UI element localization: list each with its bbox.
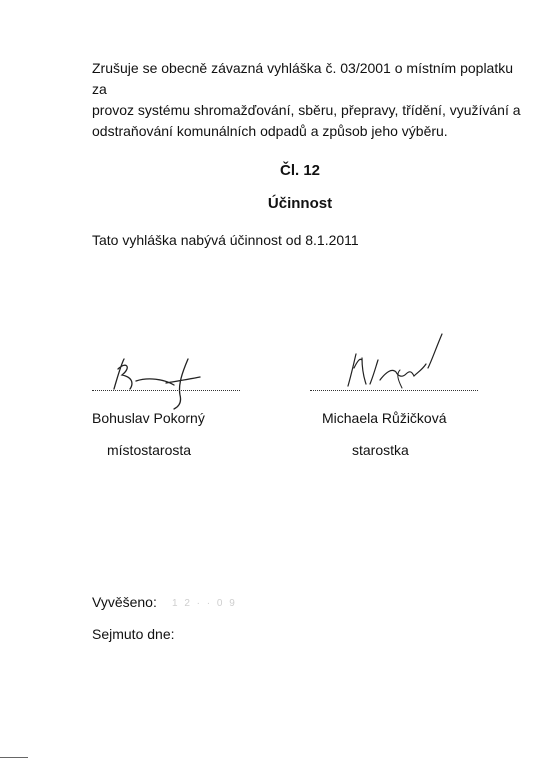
article-number: Čl. 12: [279, 162, 321, 179]
right-signatory-role: starostka: [352, 442, 409, 458]
posted-label: Vyvěšeno:: [92, 594, 157, 610]
right-signatory-name: Michaela Růžičková: [322, 410, 447, 426]
repeal-line-1: Zrušuje se obecně závazná vyhláška č. 03/2001 o místním poplatku za: [92, 60, 514, 97]
removed-label: Sejmuto dne:: [92, 626, 175, 642]
right-signature-handwriting: [340, 328, 460, 393]
repeal-line-3: odstraňování komunálních odpadů a způsob jeho výběru.: [92, 123, 448, 139]
left-signatory-name: Bohuslav Pokorný: [92, 410, 205, 426]
repeal-line-2: provoz systému shromažďování, sběru, přepravy, třídění, využívání a: [92, 102, 521, 118]
left-signatory-role: místostarosta: [107, 442, 192, 458]
page-edge-mark: [0, 757, 28, 758]
svg-text:1 2 · · 0 9: 1 2 · · 0 9: [172, 598, 237, 609]
article-title: Účinnost: [267, 195, 333, 212]
right-signature-line: [310, 390, 478, 391]
repeal-paragraph: [92, 58, 522, 142]
left-signature-handwriting: [108, 355, 218, 410]
effective-date-text: Tato vyhláška nabývá účinnost od 8.1.2011: [92, 232, 359, 248]
left-signature-line: [92, 390, 240, 391]
faint-date-stamp-mark: [172, 596, 237, 609]
